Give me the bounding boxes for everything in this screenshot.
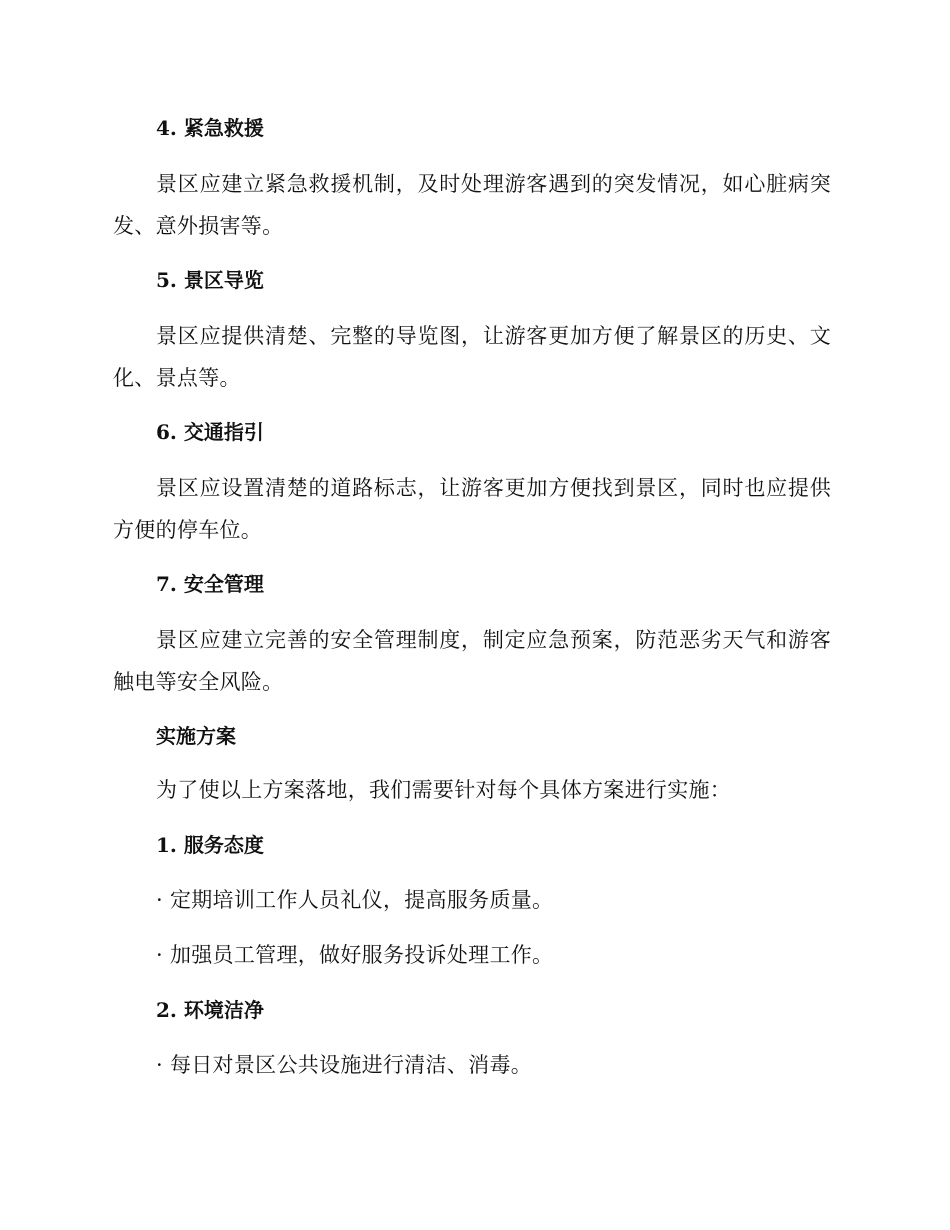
list-item: · 每日对景区公共设施进行清洁、消毒。: [156, 1053, 533, 1077]
group-heading-environment-cleanliness: 2. 环境洁净: [156, 998, 264, 1022]
list-item: · 加强员工管理，做好服务投诉处理工作。: [156, 943, 554, 967]
implementation-heading: 实施方案: [156, 724, 236, 748]
section-heading-traffic-guidance: 6. 交通指引: [156, 420, 264, 444]
section-heading-safety-management: 7. 安全管理: [156, 572, 264, 596]
section-body-scenic-guide: 景区应提供清楚、完整的导览图，让游客更加方便了解景区的历史、文化、景点等。: [113, 324, 831, 390]
section-body-traffic-guidance: 景区应设置清楚的道路标志，让游客更加方便找到景区，同时也应提供方便的停车位。: [113, 476, 831, 542]
section-heading-scenic-guide: 5. 景区导览: [156, 268, 264, 292]
list-item: · 定期培训工作人员礼仪，提高服务质量。: [156, 888, 554, 912]
implementation-intro: 为了使以上方案落地，我们需要针对每个具体方案进行实施：: [156, 778, 732, 802]
section-body-safety-management: 景区应建立完善的安全管理制度，制定应急预案，防范恶劣天气和游客触电等安全风险。: [113, 628, 831, 694]
group-heading-service-attitude: 1. 服务态度: [156, 833, 264, 857]
section-heading-emergency-rescue: 4. 紧急救援: [156, 116, 264, 140]
section-body-emergency-rescue: 景区应建立紧急救援机制，及时处理游客遇到的突发情况，如心脏病突发、意外损害等。: [113, 172, 831, 238]
